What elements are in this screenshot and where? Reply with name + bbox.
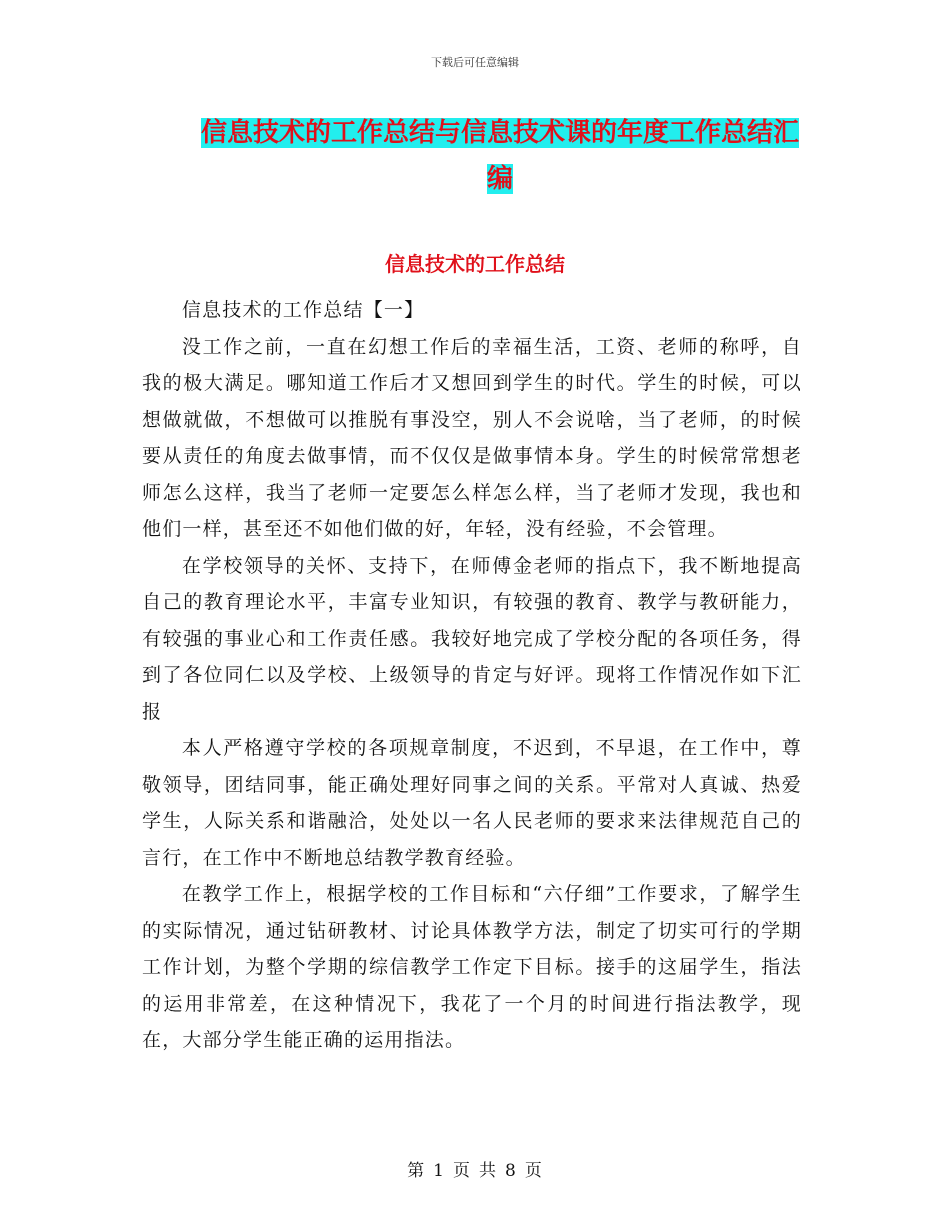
footer-word-ye: 页 [453,1161,471,1181]
footer-total-pages: 8 [505,1161,517,1181]
paragraph-1: 没工作之前，一直在幻想工作后的幸福生活，工资、老师的称呼，自我的极大满足。哪知道工作后才又想回到学生的时代。学生的时候，可以想做就做，不想做可以推脱有事没空，别人不会说啥，当了老师，的时候要从责任的角度去做事情，而不仅仅是做事情本身。学生的时候常常想老师怎么这样，我当了老师一定要怎么样怎么样，当了老师才发现，我也和他们一样，甚至还不如他们做的好，年轻，没有经验，不会管理。 [142,335,802,540]
page-footer [0,1156,950,1181]
paragraph-3: 本人严格遵守学校的各项规章制度，不迟到，不早退，在工作中，尊敬领导，团结同事，能正确处理好同事之间的关系。平常对人真诚、热爱学生，人际关系和谐融洽，处处以一名人民老师的要求来法律规范自己的言行，在工作中不断地总结教学教育经验。 [142,737,802,869]
section-title: 信息技术的工作总结 [385,252,565,276]
header-note: 下载后可任意编辑 [431,56,519,69]
footer-word-ye-2: 页 [524,1161,543,1181]
title-line-1: 信息技术的工作总结与信息技术课的年度工作总结汇 [200,118,799,148]
footer-word-di: 第 [407,1161,426,1181]
document-body [142,292,802,1059]
subheading: 信息技术的工作总结【一】 [181,299,425,321]
paragraph-2: 在学校领导的关怀、支持下，在师傅金老师的指点下，我不断地提高自己的教育理论水平，丰富专业知识，有较强的教育、教学与教研能力，有较强的事业心和工作责任感。我较好地完成了学校分配的各项任务，得到了各位同仁以及学校、上级领导的肯定与好评。现将工作情况作如下汇报 [142,554,802,723]
footer-current-page: 1 [433,1161,445,1181]
paragraph-4: 在教学工作上，根据学校的工作目标和“六仔细”工作要求，了解学生的实际情况，通过钻研教材、讨论具体教学方法，制定了切实可行的学期工作计划，为整个学期的综信教学工作定下目标。接手的这届学生，指法的运用非常差，在这种情况下，我花了一个月的时间进行指法教学，现在，大部分学生能正确的运用指法。 [142,883,802,1051]
footer-word-gong: 共 [479,1161,497,1181]
title-line-2: 编 [486,164,513,194]
document-title [190,110,810,202]
